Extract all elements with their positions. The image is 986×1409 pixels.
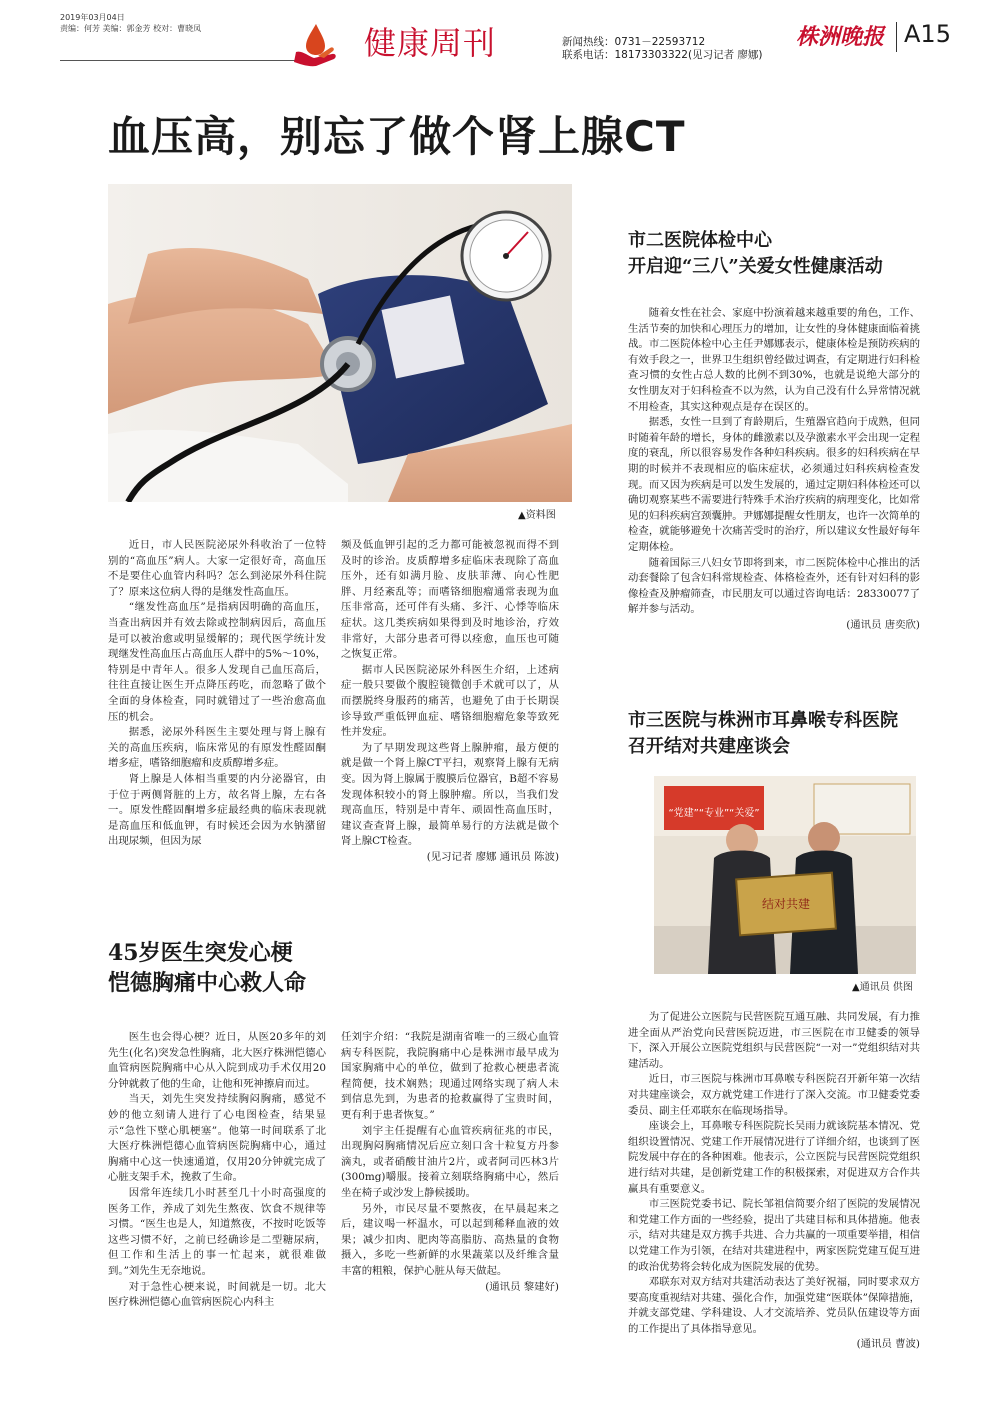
article2-title <box>108 938 306 998</box>
paragraph: 为了促进公立医院与民营医院互通互融、共同发展，有力推进全面从严治党向民营医院迈进，市三医院在市卫健委的领导下，深入开展公立医院党组织与民营医院“一对一”党组织结对共建活动。 <box>628 1011 920 1070</box>
paragraph: 邓联东对双方结对共建活动表达了美好祝福，同时要求双方要高度重视结对共建、强化合作，加强党建“医联体”保障措施，并就支部党建、学科建设、人才交流培养、党员队伍建设等方面的工作提出了具体指导意见。 <box>628 1276 920 1335</box>
issue-date: 2019年03月04日 <box>60 13 125 22</box>
paragraph: 对于急性心梗来说，时间就是一切。北大医疗株洲恺德心血管病医院心内科主 <box>108 1280 326 1309</box>
article3-title-line1: 市二医院体检中心 <box>628 230 772 251</box>
article2-title-line2: 恺德胸痛中心救人命 <box>108 970 307 996</box>
paragraph: 任刘宇介绍：“我院是湖南省唯一的三级心血管病专科医院，我院胸痛中心是株洲市最早成为国家胸痛中心的单位，做到了抢救心梗患者流程简便，技术娴熟；现通过网络实现了病人未到信息先到，为患者的抢救赢得了宝贵时间，更有利于患者恢复。” <box>341 1031 559 1121</box>
paragraph: 当天，刘先生突发持续胸闷胸痛，感觉不妙的他立刻请人进行了心电图检查，结果显示“急性下壁心肌梗塞”。他第一时间联系了北大医疗株洲恺德心血管病医院胸痛中心，通过胸痛中心这一快速通道，仅用20分钟就完成了心脏支架手术，挽救了生命。 <box>108 1093 326 1184</box>
article2-title-line1: 45岁医生突发心梗 <box>108 940 293 966</box>
blood-pressure-photo <box>108 184 572 502</box>
main-headline: 血压高，别忘了做个肾上腺CT <box>108 112 686 161</box>
contact-phone: 联系电话：18173303322(见习记者 廖娜) <box>562 49 763 61</box>
paragraph: 医生也会得心梗？近日，从医20多年的刘先生(化名)突发急性胸痛，北大医疗株洲恺德心血管病医院胸痛中心从入院到成功手术仅用20分钟就救了他的生命，让他和死神擦肩而过。 <box>108 1031 326 1090</box>
page-number: A15 <box>904 20 951 48</box>
article2-column-1 <box>108 1030 326 1311</box>
blood-pressure-illustration <box>108 184 572 502</box>
newspaper-logo: 株洲晚报 <box>796 24 885 50</box>
article3-title <box>628 228 883 280</box>
paragraph: 随着国际三八妇女节即将到来，市二医院体检中心推出的活动套餐除了包含妇科常规检查、体格检查外，还有针对妇科的影像检查及肿瘤筛查，市民朋友可以通过咨询电话：28330077了解并参与活动。 <box>628 556 920 616</box>
plaque-text: 结对共建 <box>761 897 811 911</box>
paragraph: 另外，市民尽量不要熬夜，在早晨起来之后，建议喝一杯温水，可以起到稀释血液的效果；减少扣肉、肥肉等高脂肪、高热量的食物摄入，多吃一些新鲜的水果蔬菜以及纤维含量丰富的粗粮，保护心脏从每天做起。 <box>341 1202 559 1277</box>
article2-column-2 <box>341 1030 559 1295</box>
paragraph: 据市人民医院泌尿外科医生介绍，上述病症一般只要做个腹腔镜微创手术就可以了，从而摆脱终身服药的痛苦，也避免了由于长期误诊导致严重低钾血症、嗜铬细胞瘤危象等致死性并发症。 <box>341 663 559 739</box>
paragraph: 随着女性在社会、家庭中扮演着越来越重要的角色，工作、生活节奏的加快和心理压力的增加，让女性的身体健康面临着挑战。市二医院体检中心主任尹娜娜表示，健康体检是预防疾病的有效手段之一，世界卫生组织曾经做过调查，有定期进行妇科检查习惯的女性占总人数的比例不到30%，也就是说绝大部分的女性朋友对于妇科检查不以为然，认为自己没有什么异常情况就不用检查，其实这种观点是存在误区的。 <box>628 307 920 413</box>
paragraph: 据悉，泌尿外科医生主要处理与肾上腺有关的高血压疾病，临床常见的有原发性醛固酮增多症，嗜铬细胞瘤和皮质醇增多症。 <box>108 726 326 770</box>
article2-signature: (通讯员 黎建好) <box>485 1280 559 1293</box>
article4-title <box>628 708 898 760</box>
meeting-photo <box>654 776 916 974</box>
article4-title-line1: 市三医院与株洲市耳鼻喉专科医院 <box>628 710 898 731</box>
article3-signature: (通讯员 唐奕欣) <box>846 618 920 631</box>
article4-signature: (通讯员 曹波) <box>856 1338 920 1351</box>
health-hand-drop-icon <box>292 22 338 68</box>
section-title: 健康周刊 <box>364 24 497 62</box>
editors-credit: 责编：何芳 美编：郭金芳 校对：曹晓凤 <box>60 24 202 33</box>
paragraph: 近日，市人民医院泌尿外科收治了一位特别的“高血压”病人。大家一定很好奇，高血压不是要住心血管内科吗？怎么到泌尿外科住院了？原来这位病人得的是继发性高血压。 <box>108 539 326 598</box>
paragraph: 因常年连续几小时甚至几十小时高强度的医务工作，养成了刘先生熬夜、饮食不规律等习惯。“医生也是人，知道熬夜，不按时吃饭等这些习惯不好，之前已经确诊是二型糖尿病，但工作和生活上的事一忙起来，就很难做到。”刘先生无奈地说。 <box>108 1186 326 1277</box>
paragraph: 频及低血钾引起的乏力都可能被忽视而得不到及时的诊治。皮质醇增多症临床表现除了高血压外，还有如满月脸、皮肤菲薄、向心性肥胖、月经紊乱等；而嗜铬细胞瘤通常表现为血压非常高，还可伴有头痛、多汗、心悸等临床症状。这几类疾病如果得到及时地诊治，疗效非常好，大部分患者可得以痊愈，血压也可随之恢复正常。 <box>341 539 559 661</box>
main-photo-caption: ▲资料图 <box>518 510 556 521</box>
article3-body <box>628 306 920 633</box>
header-rule <box>60 60 310 61</box>
main-article-column-2 <box>341 538 559 865</box>
paragraph: 座谈会上，耳鼻喉专科医院院长吴雨力就该院基本情况、党组织设置情况、党建工作开展情况进行了详细介绍，也谈到了医院发展中存在的各种困难。他表示，公立医院与民营医院党组织进行结对共建，是创新党建工作的积极探索，对促进双方合作共赢具有重要意义。 <box>628 1120 920 1195</box>
article3-title-line2: 开启迎“三八”关爱女性健康活动 <box>628 256 883 277</box>
banner-text: “党建”“专业”“关爱” <box>668 808 760 819</box>
paragraph: 刘宇主任提醒有心血管疾病征兆的市民，出现胸闷胸痛情况后应立刻口含十粒复方丹参滴丸，或者硝酸甘油片2片，或者阿司匹林3片(300mg)嚼服。接着立刻联络胸痛中心，然后坐在椅子或沙发上静候援助。 <box>341 1124 559 1199</box>
masthead-meta <box>60 12 201 34</box>
meeting-illustration <box>654 776 916 974</box>
paragraph: 近日，市三医院与株洲市耳鼻喉专科医院召开新年第一次结对共建座谈会，双方就党建工作进行了深入交流。市卫健委党委委员、副主任邓联东在临现场指导。 <box>628 1073 920 1117</box>
paragraph: 为了早期发现这些肾上腺肿瘤，最方便的就是做一个肾上腺CT平扫，观察肾上腺有无病变。因为肾上腺属于腹膜后位器官，B超不容易发现体积较小的肾上腺肿瘤。所以，当我们发现高血压，特别是中青年、顽固性高血压时，建议查查肾上腺，最简单易行的方法就是做个肾上腺CT检查。 <box>341 741 559 848</box>
paragraph: “继发性高血压”是指病因明确的高血压，当查出病因并有效去除或控制病因后，高血压是可以被治愈或明显缓解的；现代医学统计发现继发性高血压占高血压人群中的5%～10%，特别是中青年人。很多人发现自己血压高后，往往直接让医生开点降压药吃，而忽略了做个全面的身体检查，同时就错过了一些治愈高血压的机会。 <box>108 601 326 723</box>
article4-title-line2: 召开结对共建座谈会 <box>628 736 790 757</box>
page-number-divider <box>896 22 897 52</box>
paragraph: 据悉，女性一旦到了育龄期后，生殖器官趋向于成熟，但同时随着年龄的增长，身体的雌激素以及孕激素水平会出现一定程度的衰乱，所以很容易发作各种妇科疾病。很多的妇科疾病在早期的时候并不表现相应的临床症状，必须通过妇科疾病检查发现。而又因为疾病是可以发生发展的，通过定期妇科体检还可以确切观察某些不需要进行特殊手术治疗疾病的病理变化，比如常见的妇科疾病宫颈囊肿。尹娜娜提醒女性朋友，也许一次简单的检查，就能够避免十次痛苦受时的治疗，所以建议女性最好每年定期体检。 <box>628 416 920 553</box>
main-article-signature: (见习记者 廖娜 通讯员 陈波) <box>426 850 559 863</box>
news-hotline: 新闻热线：0731－22593712 <box>562 36 706 48</box>
meeting-photo-caption: ▲通讯员 供图 <box>852 982 913 993</box>
paragraph: 肾上腺是人体相当重要的内分泌器官，由于位于两侧肾脏的上方，故名肾上腺，左右各一。原发性醛固酮增多症最经典的临床表现就是高血压和低血钾，有时候还会因为水钠潴留出现尿频，但因为尿 <box>108 772 326 848</box>
contact-info <box>562 36 763 62</box>
main-article-column-1 <box>108 538 326 850</box>
paragraph: 市三医院党委书记、院长邹祖信简要介绍了医院的发展情况和党建工作方面的一些经验，提出了共建目标和具体措施。他表示，结对共建是双方携手共进、合力共赢的一项重要举措，相信以党建工作为引领，在结对共建进程中，两家医院党建互促互进的政治优势将会转化成为医院发展的优势。 <box>628 1198 920 1273</box>
article4-body <box>628 1010 920 1353</box>
